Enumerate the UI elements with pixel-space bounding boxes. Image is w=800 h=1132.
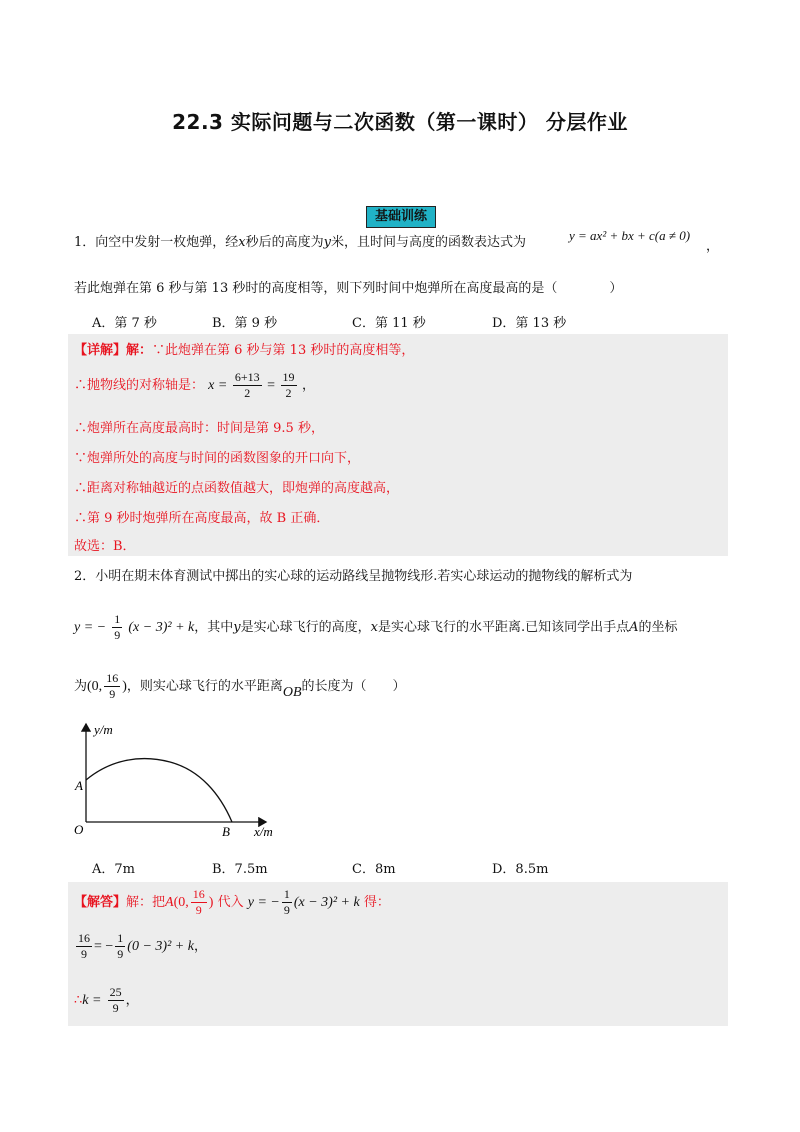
q2-coord-close: ) [122, 679, 127, 694]
q2-sol-line1 [74, 886, 390, 920]
point-a-label: A [75, 778, 83, 793]
q1-var-y: y [323, 235, 331, 250]
q2-stem-part: 的长度为（ ） [301, 679, 406, 694]
q2-sol-formula-rest: (0 − 3)² + k [127, 939, 194, 954]
q1-sol-line3: ∴炮弹所在高度最高时：时间是第 9.5 秒， [74, 421, 324, 436]
point-b-label: B [222, 824, 230, 839]
frac-denominator: 2 [285, 386, 292, 401]
q2-sol-fraction [108, 985, 124, 1016]
q2-sol-text: ， [125, 993, 139, 1008]
q2-stem-part: ，则实心球飞行的水平距离 [126, 679, 283, 694]
frac-denominator: 9 [112, 1001, 119, 1015]
q1-stem-part: 米，且时间与高度的函数表达式为 [331, 235, 527, 250]
q2-sol-coord-close: ) [208, 895, 214, 910]
q2-option-b: B．7.5m [212, 862, 268, 877]
q2-point-a: A [629, 620, 639, 635]
q1-stem-line1 [74, 234, 526, 252]
q2-stem-line3 [74, 670, 406, 704]
q2-formula-lhs: y = − [74, 620, 107, 635]
q1-stem-part: 1．向空中发射一枚炮弹，经 [74, 235, 239, 250]
q1-sol-text: ∵此炮弹在第 6 秒与第 13 秒时的高度相等， [152, 343, 415, 358]
q2-sol-fraction [115, 931, 125, 962]
q1-sol-line4: ∵炮弹所处的高度与时间的函数图象的开口向下， [74, 451, 361, 466]
parabola-curve [86, 759, 232, 822]
q1-sol-var: x = [208, 378, 228, 393]
q1-formula: y = ax² + bx + c(a ≠ 0) [569, 228, 691, 243]
q1-comma: ， [706, 239, 720, 254]
frac-numerator: 16 [78, 931, 90, 945]
q2-sol-fraction [282, 887, 292, 918]
q1-var-x: x [238, 235, 246, 250]
frac-denominator: 9 [81, 947, 87, 961]
q1-sol-line6: ∴第 9 秒时炮弹所在高度最高，故 B 正确． [74, 511, 330, 526]
q2-formula-fraction [112, 612, 122, 643]
q2-formula-rest: (x − 3)² + k [128, 620, 195, 635]
q2-parabola-graph [70, 718, 290, 840]
q2-segment-ob: OB [282, 685, 302, 700]
q1-sol-text: ∴抛物线的对称轴是： [74, 378, 205, 393]
q2-var-x: x [370, 620, 378, 635]
q2-stem-part: 为 [74, 679, 88, 694]
q1-sol-fraction [281, 370, 297, 401]
frac-numerator: 16 [192, 887, 205, 901]
q2-option-d: D．8.5m [492, 862, 549, 877]
q2-sol-var-k: k = [82, 993, 102, 1008]
q2-option-a: A．7m [92, 862, 135, 877]
frac-denominator: 9 [114, 628, 121, 642]
frac-denominator: 2 [244, 386, 251, 401]
frac-numerator: 6+13 [234, 370, 260, 385]
q2-stem-part: ，其中 [194, 620, 234, 635]
q1-sol-line1 [74, 342, 414, 360]
page-title: 22.3 实际问题与二次函数（第一课时） 分层作业 [172, 110, 628, 134]
q2-sol-therefore: ∴ [74, 993, 83, 1008]
q2-stem-part: 是实心球飞行的高度， [240, 620, 371, 635]
frac-numerator: 1 [114, 612, 121, 626]
q2-sol-line3 [74, 984, 139, 1018]
frac-denominator: 9 [283, 903, 290, 917]
q2-sol-tag: 【解答】 [74, 895, 127, 910]
q2-sol-text: 解：把 [126, 895, 166, 910]
q2-sol-eq: = − [94, 939, 114, 954]
q2-coord-fraction [104, 671, 120, 702]
frac-numerator: 19 [282, 370, 295, 385]
frac-denominator: 9 [117, 947, 124, 961]
q2-sol-text: 得： [363, 895, 390, 910]
q2-stem-line1: 2．小明在期末体育测试中掷出的实心球的运动路线呈抛物线形.若实心球运动的抛物线的解析式为 [74, 569, 633, 584]
frac-numerator: 25 [109, 985, 122, 999]
frac-numerator: 1 [117, 931, 124, 945]
q1-option-c: C．第 11 秒 [352, 316, 426, 331]
q1-stem-line2: 若此炮弹在第 6 秒与第 13 秒时的高度相等，则下列时间中炮弹所在高度最高的是（ ） [74, 281, 623, 296]
frac-denominator: 9 [109, 687, 116, 701]
q1-sol-text: ， [302, 378, 316, 393]
q2-option-c: C．8m [352, 862, 396, 877]
q2-stem-part: 的坐标 [638, 620, 678, 635]
q1-option-a: A．第 7 秒 [92, 316, 157, 331]
q2-var-y: y [233, 620, 241, 635]
q2-stem-part: 是实心球飞行的水平距离.已知该同学出手点 [377, 620, 630, 635]
q2-sol-formula-rest: (x − 3)² + k [293, 895, 360, 910]
q1-stem-part: 秒后的高度为 [245, 235, 324, 250]
q1-sol-line7: 故选：B． [74, 539, 136, 554]
origin-label: O [74, 822, 84, 837]
frac-numerator: 1 [283, 887, 290, 901]
section-tag: 基础训练 [366, 206, 436, 228]
q1-sol-line2 [74, 370, 315, 402]
q1-sol-eq: = [267, 378, 276, 393]
q1-option-d: D．第 13 秒 [492, 316, 567, 331]
q2-sol-formula-lhs: y = − [247, 895, 280, 910]
q2-sol-coord-open: (0, [173, 895, 189, 910]
q1-option-b: B．第 9 秒 [212, 316, 278, 331]
q2-sol-text: 代入 [217, 895, 244, 910]
q2-sol-point-a: A [165, 895, 174, 910]
q2-sol-fraction [76, 931, 92, 962]
frac-numerator: 16 [106, 671, 119, 685]
x-axis-label: x/m [254, 824, 273, 839]
y-axis-label: y/m [94, 722, 113, 737]
q2-stem-line2 [74, 612, 678, 644]
q2-sol-fraction [191, 887, 207, 918]
frac-denominator: 9 [195, 903, 202, 917]
q1-sol-line5: ∴距离对称轴越近的点函数值越大，即炮弹的高度越高， [74, 481, 400, 496]
q2-sol-line2 [74, 930, 207, 964]
q2-coord-open: (0, [87, 679, 103, 694]
q1-sol-fraction [233, 370, 262, 401]
q1-sol-tag: 【详解】解： [74, 343, 153, 358]
q2-sol-text: ， [193, 939, 207, 954]
